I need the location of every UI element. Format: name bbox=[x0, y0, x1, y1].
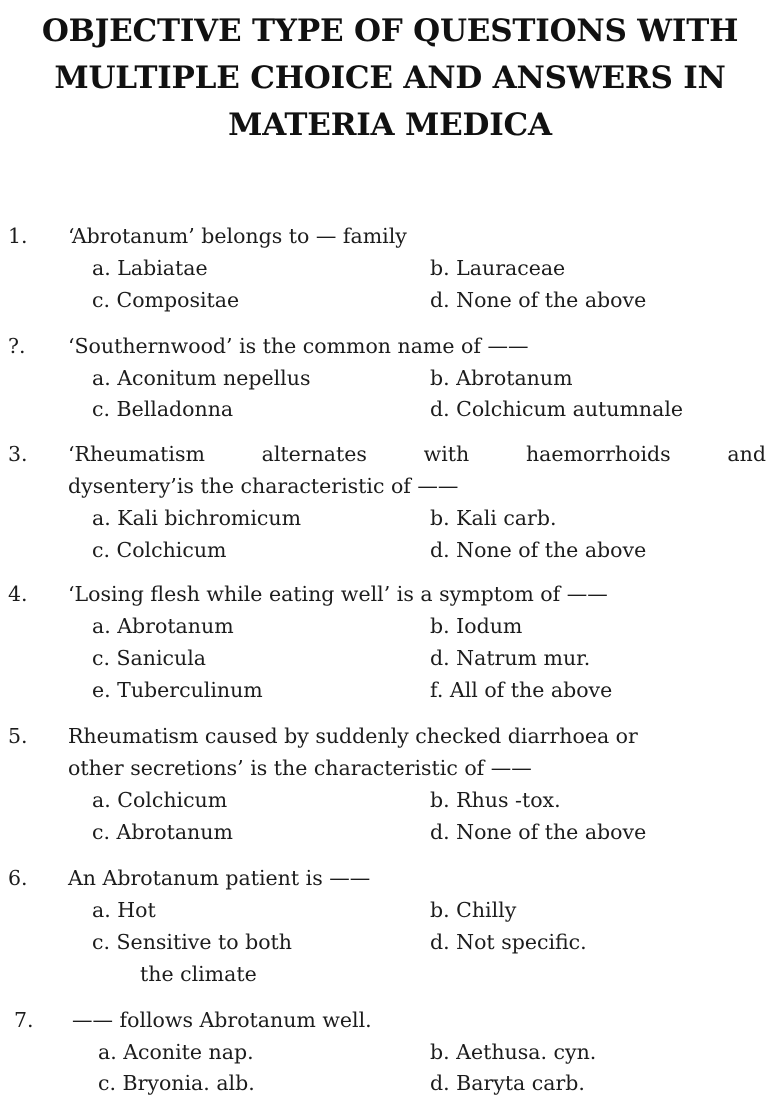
option-b: b. Abrotanum bbox=[430, 366, 573, 390]
option-c: c. Sanicula bbox=[92, 646, 207, 670]
option-d: d. Not specific. bbox=[430, 930, 587, 954]
option-d: d. None of the above bbox=[430, 538, 647, 562]
option-e: e. Tuberculinum bbox=[92, 678, 263, 702]
option-a: a. Abrotanum bbox=[92, 614, 234, 638]
question-number: 7. bbox=[14, 1008, 34, 1032]
option-d: d. None of the above bbox=[430, 820, 647, 844]
question-text-line-2: dysentery’is the characteristic of —— bbox=[68, 474, 459, 498]
question-text-line-1 bbox=[68, 442, 766, 466]
option-c: c. Colchicum bbox=[92, 538, 227, 562]
question-word: with bbox=[423, 442, 470, 466]
option-a: a. Aconite nap. bbox=[98, 1040, 254, 1064]
option-d: d. None of the above bbox=[430, 288, 647, 312]
option-b: b. Iodum bbox=[430, 614, 523, 638]
question-text-line-1: Rheumatism caused by suddenly checked diarrhoea or bbox=[68, 724, 638, 748]
option-c: c. Abrotanum bbox=[92, 820, 233, 844]
option-d: d. Natrum mur. bbox=[430, 646, 591, 670]
option-a: a. Hot bbox=[92, 898, 156, 922]
question-text-line-2: other secretions’ is the characteristic of —— bbox=[68, 756, 532, 780]
option-b: b. Lauraceae bbox=[430, 256, 566, 280]
option-d: d. Colchicum autumnale bbox=[430, 397, 684, 421]
option-c-continued: the climate bbox=[140, 962, 257, 986]
question-word: ‘Rheumatism bbox=[68, 442, 205, 466]
option-a: a. Kali bichromicum bbox=[92, 506, 302, 530]
option-c: c. Sensitive to both bbox=[92, 930, 292, 954]
question-number: 6. bbox=[8, 866, 28, 890]
title-line-1: OBJECTIVE TYPE OF QUESTIONS WITH bbox=[41, 13, 739, 49]
question-word: and bbox=[727, 442, 766, 466]
title-line-3: MATERIA MEDICA bbox=[228, 107, 552, 143]
option-a: a. Aconitum nepellus bbox=[92, 366, 311, 390]
page-title bbox=[0, 8, 780, 149]
option-c: c. Belladonna bbox=[92, 397, 234, 421]
option-b: b. Aethusa. cyn. bbox=[430, 1040, 597, 1064]
option-b: b. Rhus -tox. bbox=[430, 788, 561, 812]
question-text: ‘Southernwood’ is the common name of —— bbox=[68, 334, 529, 358]
question-number: 3. bbox=[8, 442, 28, 466]
option-b: b. Kali carb. bbox=[430, 506, 557, 530]
option-f: f. All of the above bbox=[430, 678, 613, 702]
option-c: c. Compositae bbox=[92, 288, 240, 312]
question-text: ‘Abrotanum’ belongs to — family bbox=[68, 224, 407, 248]
option-c: c. Bryonia. alb. bbox=[98, 1071, 255, 1095]
question-text: —— follows Abrotanum well. bbox=[72, 1008, 372, 1032]
question-number: ?. bbox=[8, 334, 26, 358]
option-d: d. Baryta carb. bbox=[430, 1071, 585, 1095]
option-a: a. Colchicum bbox=[92, 788, 228, 812]
question-text: ‘Losing flesh while eating well’ is a symptom of —— bbox=[68, 582, 608, 606]
question-number: 5. bbox=[8, 724, 28, 748]
option-a: a. Labiatae bbox=[92, 256, 208, 280]
question-number: 1. bbox=[8, 224, 28, 248]
title-line-2: MULTIPLE CHOICE AND ANSWERS IN bbox=[54, 60, 726, 96]
question-number: 4. bbox=[8, 582, 28, 606]
question-word: alternates bbox=[261, 442, 367, 466]
option-b: b. Chilly bbox=[430, 898, 517, 922]
question-word: haemorrhoids bbox=[525, 442, 671, 466]
question-text: An Abrotanum patient is —— bbox=[68, 866, 371, 890]
